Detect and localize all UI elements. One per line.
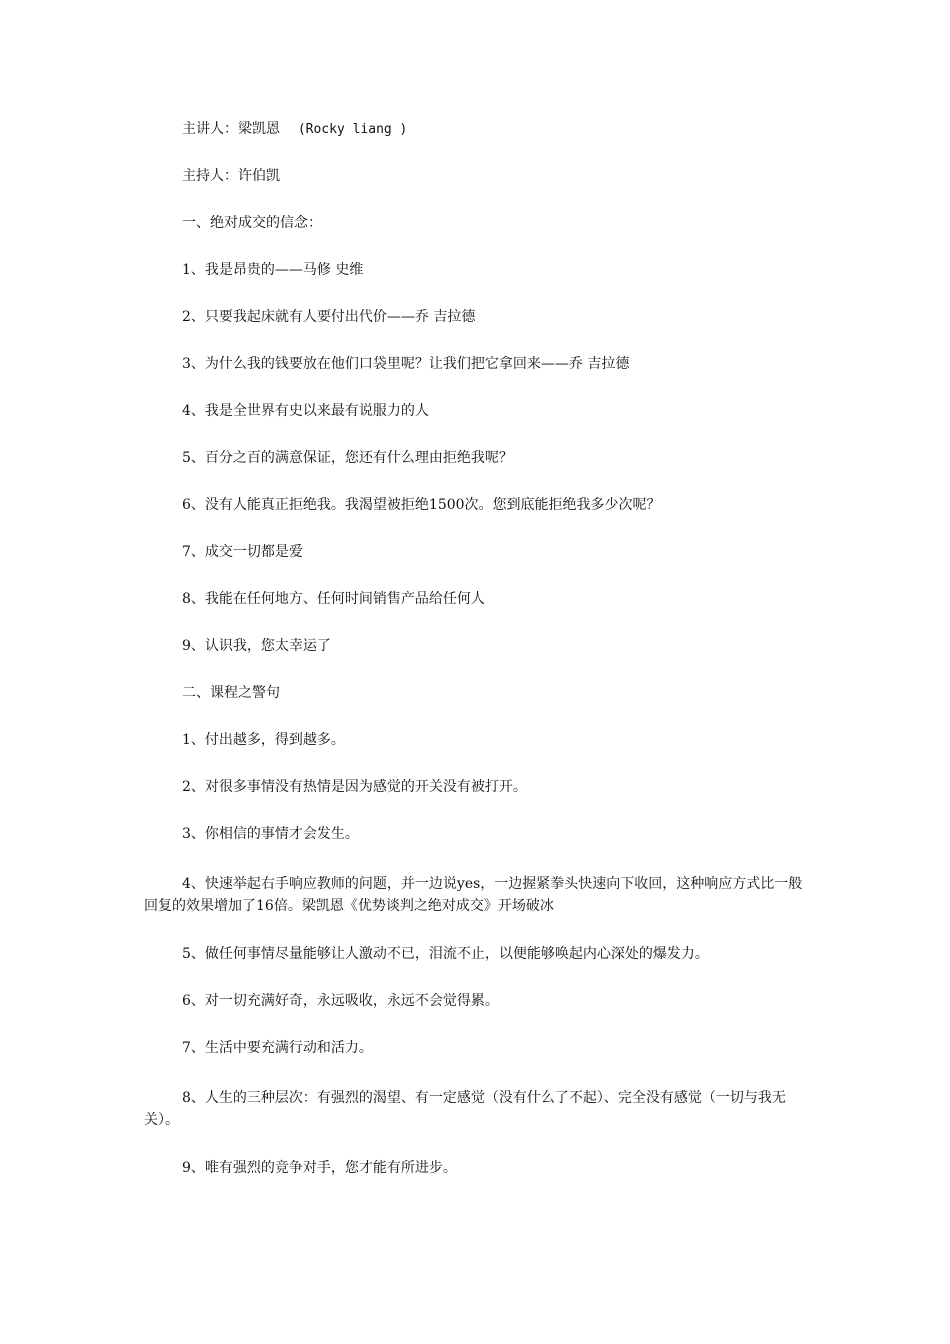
section1-item: 7、成交一切都是爱 [182,544,303,560]
section1-item: 4、我是全世界有史以来最有说服力的人 [182,403,429,419]
section2-item: 7、生活中要充满行动和活力。 [182,1040,373,1056]
section2-item: 4、快速举起右手响应教师的问题，并一边说yes，一边握紧拳头快速向下收回，这种响应方式比一般回复的效果增加了16倍。梁凯恩《优势谈判之绝对成交》开场破冰 [144,876,803,914]
speaker-label: 主讲人：梁凯恩 [182,121,280,137]
speaker-line [144,118,812,141]
section2-item: 6、对一切充满好奇，永远吸收，永远不会觉得累。 [182,993,499,1009]
section2-item: 3、你相信的事情才会发生。 [182,826,359,842]
section2-heading: 二、课程之警句 [182,685,280,701]
section1-item: 8、我能在任何地方、任何时间销售产品给任何人 [182,591,485,607]
section1-heading: 一、绝对成交的信念： [182,215,322,231]
section1-item: 1、我是昂贵的——马修 史维 [182,262,364,278]
section2-item: 8、人生的三种层次：有强烈的渴望、有一定感觉（没有什么了不起）、完全没有感觉（一切与我无关）。 [144,1090,786,1128]
section2-item: 1、付出越多，得到越多。 [182,732,345,748]
section1-item: 6、没有人能真正拒绝我。我渴望被拒绝1500次。您到底能拒绝我多少次呢？ [182,497,661,513]
host-line: 主持人：许伯凯 [182,168,280,184]
section2-item: 2、对很多事情没有热情是因为感觉的开关没有被打开。 [182,779,527,795]
section1-item: 5、百分之百的满意保证，您还有什么理由拒绝我呢？ [182,450,513,466]
section2-item: 9、唯有强烈的竞争对手，您才能有所进步。 [182,1160,457,1176]
section1-item: 2、只要我起床就有人要付出代价——乔 吉拉德 [182,309,476,325]
section2-item: 5、做任何事情尽量能够让人激动不已，泪流不止，以便能够唤起内心深处的爆发力。 [182,946,709,962]
speaker-english-name: (Rocky liang ) [297,122,408,137]
section1-item: 3、为什么我的钱要放在他们口袋里呢？让我们把它拿回来——乔 吉拉德 [182,356,630,372]
section1-item: 9、认识我，您太幸运了 [182,638,331,654]
